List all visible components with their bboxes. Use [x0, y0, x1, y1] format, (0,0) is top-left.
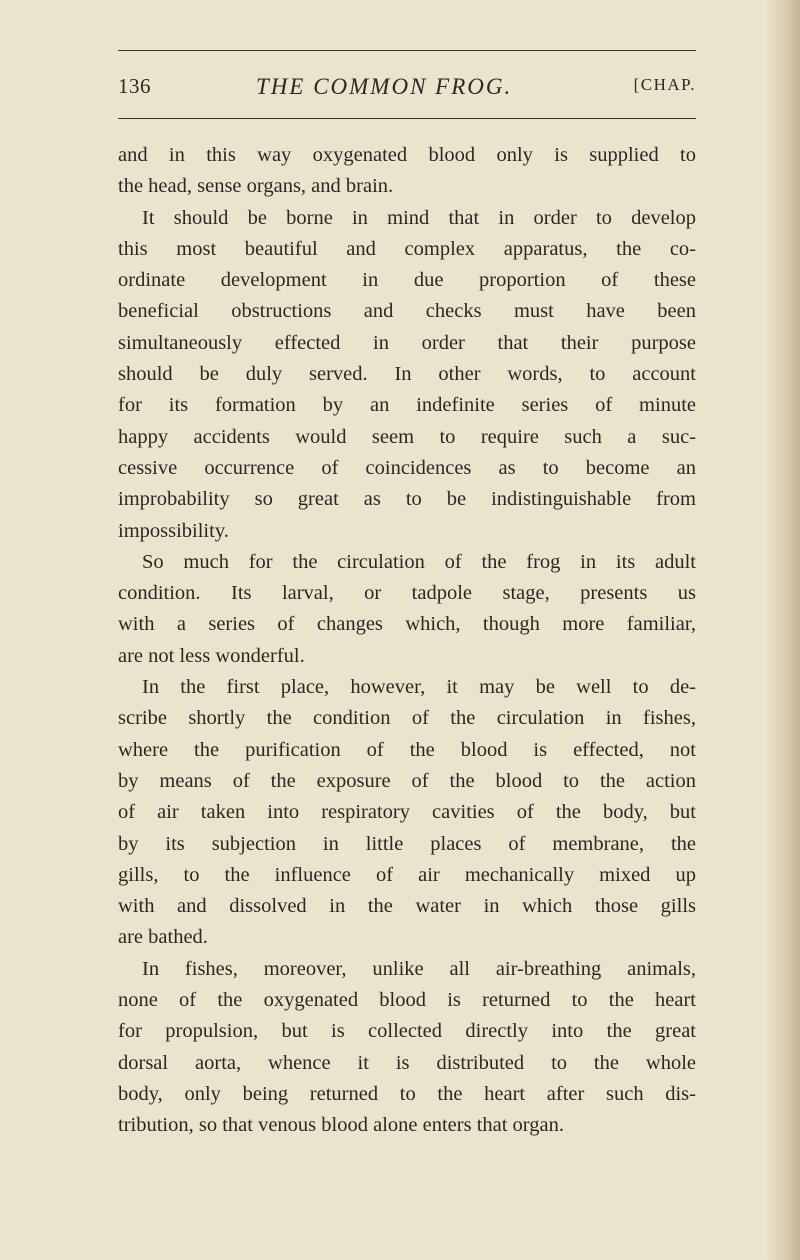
paragraph	[118, 140, 696, 203]
text-line: none of the oxygenated blood is returned to the heart	[118, 989, 696, 1012]
text-line: beneficial obstructions and checks must have been	[118, 300, 696, 323]
running-head	[118, 74, 696, 108]
text-line: for propulsion, but is collected directly into the great	[118, 1020, 696, 1043]
paragraph	[118, 672, 696, 954]
text-line: So much for the circulation of the frog in its adult	[142, 550, 696, 573]
text-line: for its formation by an indefinite series of minute	[118, 394, 696, 417]
paragraph	[118, 547, 696, 672]
page-edge-shadow	[766, 0, 800, 1260]
text-line: of air taken into respiratory cavities of the body, but	[118, 801, 696, 824]
paragraph	[118, 203, 696, 547]
text-line: condition. Its larval, or tadpole stage, presents us	[118, 582, 696, 605]
text-line: improbability so great as to be indistinguishable from	[118, 488, 696, 511]
text-line: In the first place, however, it may be well to de-	[142, 676, 696, 699]
chapter-marker: [CHAP.	[633, 75, 696, 94]
page-number: 136	[118, 74, 151, 98]
text-line: are not less wonderful.	[118, 644, 305, 667]
header-top-rule	[118, 50, 696, 51]
text-line: In fishes, moreover, unlike all air-breathing animals,	[142, 957, 696, 980]
text-line: scribe shortly the condition of the circulation in fishes,	[118, 707, 696, 730]
header-bottom-rule	[118, 118, 696, 119]
text-line: this most beautiful and complex apparatus, the co-	[118, 237, 696, 260]
text-line: by its subjection in little places of membrane, the	[118, 832, 696, 855]
text-line: gills, to the influence of air mechanically mixed up	[118, 863, 696, 886]
text-line: the head, sense organs, and brain.	[118, 175, 394, 198]
text-line: dorsal aorta, whence it is distributed to the whole	[118, 1051, 696, 1074]
text-line: body, only being returned to the heart after such dis-	[118, 1082, 696, 1105]
text-line: happy accidents would seem to require such a suc-	[118, 425, 696, 448]
text-line: It should be borne in mind that in order to develop	[142, 206, 696, 229]
text-line: by means of the exposure of the blood to the action	[118, 769, 696, 792]
text-line: with a series of changes which, though more familiar,	[118, 613, 696, 636]
body-text	[118, 140, 696, 1142]
text-line: with and dissolved in the water in which those gills	[118, 895, 696, 918]
text-line: should be duly served. In other words, to account	[118, 363, 696, 386]
text-line: simultaneously effected in order that their purpose	[118, 331, 696, 354]
paragraph	[118, 954, 696, 1142]
text-line: impossibility.	[118, 519, 229, 542]
text-line: ordinate development in due proportion of these	[118, 269, 696, 292]
running-title: THE COMMON FROG.	[256, 74, 513, 99]
text-line: are bathed.	[118, 926, 208, 949]
text-line: where the purification of the blood is effected, not	[118, 738, 696, 761]
text-line: tribution, so that venous blood alone enters that organ.	[118, 1114, 564, 1137]
text-line: and in this way oxygenated blood only is supplied to	[118, 144, 696, 166]
text-line: cessive occurrence of coincidences as to become an	[118, 456, 696, 479]
